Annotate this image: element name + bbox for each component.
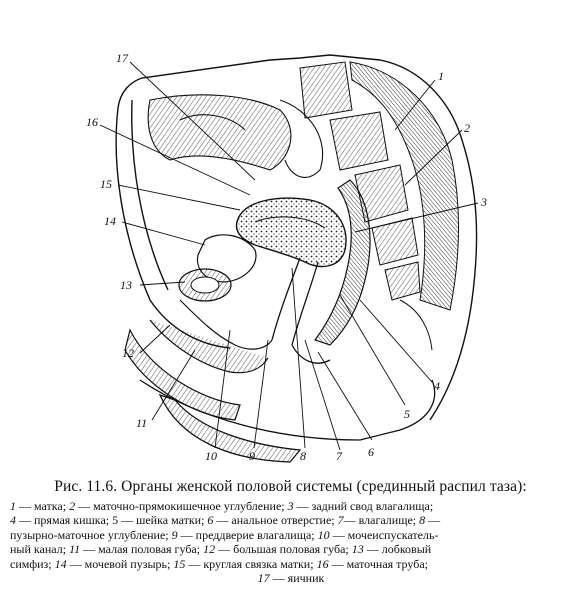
label-7: 7 <box>336 449 342 463</box>
label-10: 10 <box>205 449 217 463</box>
label-15: 15 <box>100 177 112 191</box>
label-2: 2 <box>464 121 470 135</box>
legend-line: 4 — прямая кишка; 5 — шейка матки; 6 — анальное отверстие; 7— влагалище; 8 — <box>10 513 441 528</box>
figure-legend <box>10 499 572 585</box>
label-13: 13 <box>120 278 132 292</box>
bowel-loops <box>148 95 322 178</box>
legend-line: 1 — матка; 2 — маточно-прямокишечное углубление; 3 — задний свод влагалища; <box>10 499 434 513</box>
legend-line: ный канал; 11 — малая половая губа; 12 — большая половая губа; 13 — лобковый <box>10 542 432 557</box>
pubic-symphysis <box>179 269 231 301</box>
figure-caption-title: Рис. 11.6. Органы женской половой системы (срединный распил таза): <box>54 478 527 495</box>
label-17: 17 <box>116 51 128 65</box>
legend-line: симфиз; 14 — мочевой пузырь; 15 — круглая связка матки; 16 — маточная труба; <box>10 556 429 571</box>
label-1: 1 <box>438 69 444 83</box>
label-11: 11 <box>136 416 148 430</box>
label-16: 16 <box>86 115 98 129</box>
legend-line: пузырно-маточное углубление; 9 — преддверие влагалища; 10 — мочеиспускатель- <box>10 527 439 542</box>
label-5: 5 <box>404 407 410 421</box>
label-14: 14 <box>104 214 116 228</box>
legend-line: 17 — яичник <box>257 571 325 586</box>
label-6: 6 <box>368 445 374 459</box>
label-8: 8 <box>300 449 306 463</box>
label-12: 12 <box>122 346 134 360</box>
label-9: 9 <box>249 449 255 463</box>
label-4: 4 <box>434 379 440 393</box>
label-3: 3 <box>481 195 487 209</box>
external-genitalia <box>125 300 272 420</box>
vagina <box>272 258 330 363</box>
